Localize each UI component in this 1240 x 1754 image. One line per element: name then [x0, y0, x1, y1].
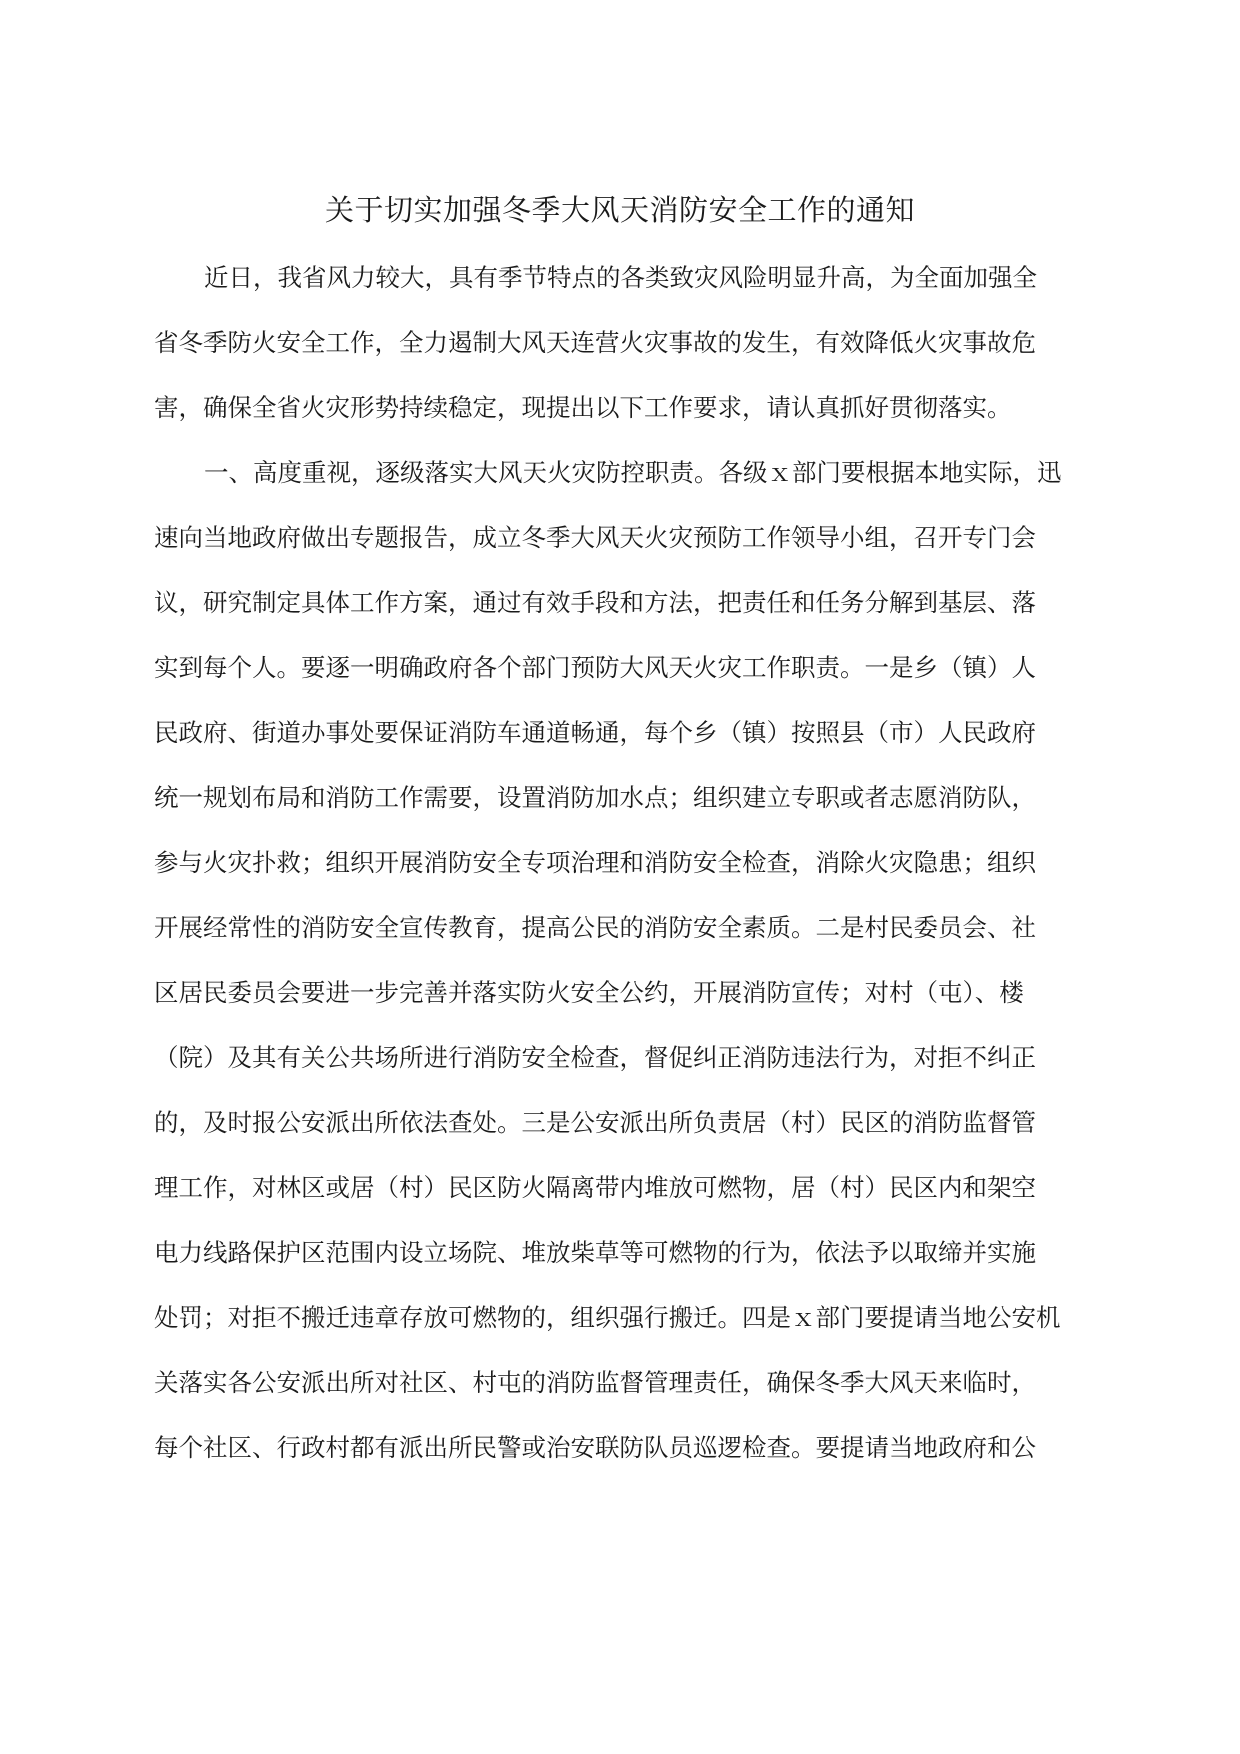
text-line: 区居民委员会要进一步完善并落实防火安全公约，开展消防宣传；对村（屯）、楼	[154, 978, 1024, 1007]
text-line: 处罚；对拒不搬迁违章存放可燃物的，组织强行搬迁。四是ｘ部门要提请当地公安机	[154, 1303, 1061, 1332]
text-line: 省冬季防火安全工作，全力遏制大风天连营火灾事故的发生，有效降低火灾事故危	[154, 328, 1036, 357]
document-title: 关于切实加强冬季大风天消防安全工作的通知	[324, 193, 915, 227]
text-line: 关落实各公安派出所对社区、村屯的消防监督管理责任，确保冬季大风天来临时，	[154, 1368, 1036, 1397]
text-line: 电力线路保护区范围内设立场院、堆放柴草等可燃物的行为，依法予以取缔并实施	[154, 1238, 1036, 1267]
text-line: 统一规划布局和消防工作需要，设置消防加水点；组织建立专职或者志愿消防队，	[154, 783, 1036, 812]
text-line: 实到每个人。要逐一明确政府各个部门预防大风天火灾工作职责。一是乡（镇）人	[154, 653, 1036, 682]
paragraph-intro	[154, 258, 1082, 453]
text-line: 民政府、街道办事处要保证消防车通道畅通，每个乡（镇）按照县（市）人民政府	[154, 718, 1036, 747]
document-body	[154, 258, 1082, 1493]
text-line: 每个社区、行政村都有派出所民警或治安联防队员巡逻检查。要提请当地政府和公	[154, 1433, 1036, 1462]
text-line: 的，及时报公安派出所依法查处。三是公安派出所负责居（村）民区的消防监督管	[154, 1108, 1036, 1137]
text-line: 理工作，对林区或居（村）民区防火隔离带内堆放可燃物，居（村）民区内和架空	[154, 1173, 1036, 1202]
paragraph-section-one	[154, 453, 1082, 1493]
text-line: 近日，我省风力较大，具有季节特点的各类致灾风险明显升高，为全面加强全	[204, 263, 1037, 292]
text-line: 速向当地政府做出专题报告，成立冬季大风天火灾预防工作领导小组，召开专门会	[154, 523, 1036, 552]
text-line: 议，研究制定具体工作方案，通过有效手段和方法，把责任和任务分解到基层、落	[154, 588, 1036, 617]
text-line: 一、高度重视，逐级落实大风天火灾防控职责。各级ｘ部门要根据本地实际，迅	[204, 458, 1062, 487]
text-line: 害，确保全省火灾形势持续稳定，现提出以下工作要求，请认真抓好贯彻落实。	[154, 393, 1012, 422]
text-line: 参与火灾扑救；组织开展消防安全专项治理和消防安全检查，消除火灾隐患；组织	[154, 848, 1036, 877]
text-line: （院）及其有关公共场所进行消防安全检查，督促纠正消防违法行为，对拒不纠正	[154, 1043, 1036, 1072]
text-line: 开展经常性的消防安全宣传教育，提高公民的消防安全素质。二是村民委员会、社	[154, 913, 1036, 942]
